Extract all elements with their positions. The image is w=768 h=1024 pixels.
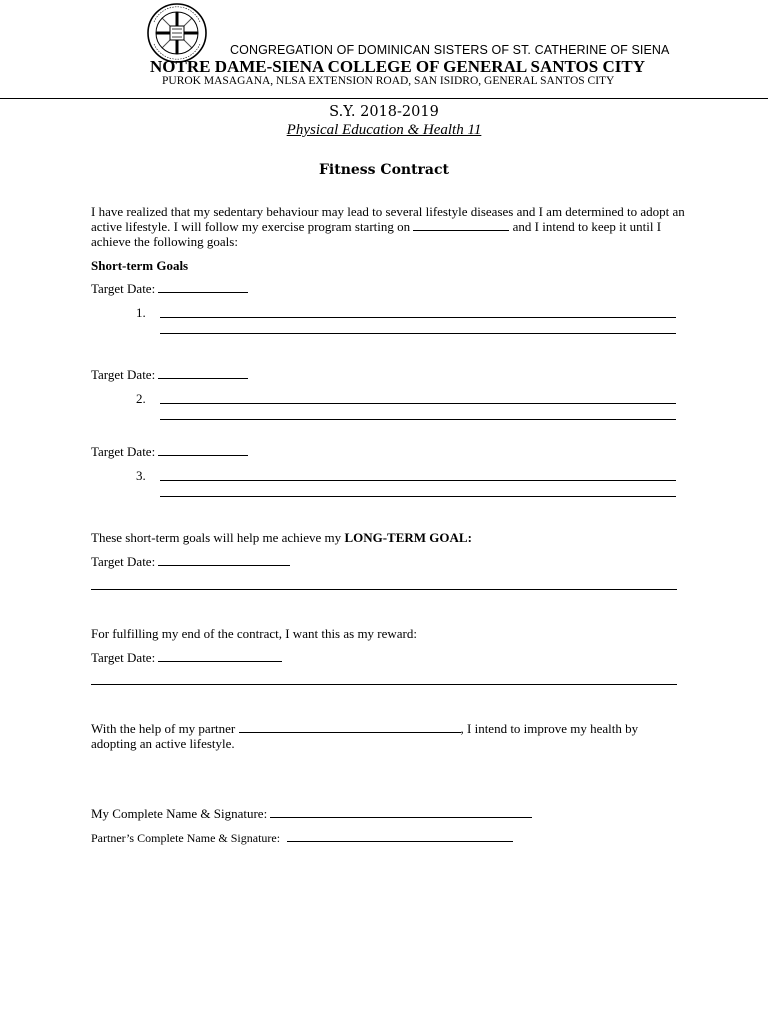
partner-signature-blank[interactable] — [287, 830, 513, 842]
intro-paragraph — [91, 204, 691, 249]
goal-2-line-2[interactable] — [160, 419, 676, 420]
goal-3-target-date-blank[interactable] — [158, 444, 248, 456]
goal-2-target-date — [91, 367, 248, 382]
goal-3-line-1[interactable] — [160, 480, 676, 481]
long-term-goal-line[interactable] — [91, 589, 677, 590]
long-term-goal-label: LONG-TERM GOAL: — [344, 530, 472, 545]
reward-text: For fulfilling my end of the contract, I want this as my reward: — [91, 626, 418, 641]
my-signature-blank[interactable] — [270, 806, 532, 818]
partner-sentence — [91, 721, 638, 736]
college-seal-logo — [146, 2, 208, 64]
goal-3-target-date — [91, 444, 248, 459]
goal-1-target-date-blank[interactable] — [158, 281, 248, 293]
reward-line[interactable] — [91, 684, 677, 685]
long-term-goal-text — [91, 530, 472, 545]
partner-name-blank[interactable] — [239, 721, 461, 733]
header-divider — [0, 98, 768, 99]
my-signature-row — [91, 806, 532, 821]
partner-signature-row — [91, 830, 513, 846]
long-term-target-date-blank[interactable] — [158, 554, 290, 566]
goal-2-number: 2. — [136, 391, 146, 406]
subject-title — [0, 122, 768, 139]
short-term-heading: Short-term Goals — [91, 258, 189, 273]
goal-3-line-2[interactable] — [160, 496, 676, 497]
reward-target-date — [91, 650, 282, 665]
subject-title-text: Physical Education & Health 11 — [286, 122, 482, 138]
target-date-label: Target Date: — [91, 554, 156, 569]
goal-2-line-1[interactable] — [160, 403, 676, 404]
target-date-label: Target Date: — [91, 444, 156, 459]
reward-target-date-blank[interactable] — [158, 650, 282, 662]
long-term-target-date — [91, 554, 290, 569]
goal-1-line-1[interactable] — [160, 317, 676, 318]
partner-text-part1: With the help of my partner — [91, 721, 236, 736]
target-date-label: Target Date: — [91, 281, 156, 296]
partner-signature-label: Partner’s Complete Name & Signature: — [91, 831, 281, 845]
document-title: Fitness Contract — [318, 162, 449, 178]
college-address: PUROK MASAGANA, NLSA EXTENSION ROAD, SAN ISIDRO, GENERAL SANTOS CITY — [162, 75, 615, 87]
school-year: S.Y. 2018-2019 — [329, 104, 439, 120]
target-date-label: Target Date: — [91, 650, 156, 665]
goal-1-number: 1. — [136, 305, 146, 320]
start-date-blank[interactable] — [413, 219, 509, 231]
long-term-goal-sentence: These short-term goals will help me achieve my — [91, 530, 342, 545]
goal-1-line-2[interactable] — [160, 333, 676, 334]
intro-text-part2: and I intend to keep it until I achieve the following goals: — [91, 219, 662, 249]
goal-3-number: 3. — [136, 468, 146, 483]
partner-text-part2: , I intend to improve my health by — [460, 721, 639, 736]
congregation-heading: CONGREGATION OF DOMINICAN SISTERS OF ST. CATHERINE OF SIENA — [230, 43, 670, 57]
my-signature-label: My Complete Name & Signature: — [91, 806, 268, 821]
college-name-heading: NOTRE DAME-SIENA COLLEGE OF GENERAL SANTOS CITY — [150, 57, 645, 76]
goal-2-target-date-blank[interactable] — [158, 367, 248, 379]
goal-1-target-date — [91, 281, 248, 296]
partner-text-part3: adopting an active lifestyle. — [91, 736, 235, 751]
intro-text-part1: I have realized that my sedentary behaviour may lead to several lifestyle diseases and I am determined to adopt an active lifestyle. I will follow my exercise program starting on — [91, 204, 685, 234]
target-date-label: Target Date: — [91, 367, 156, 382]
